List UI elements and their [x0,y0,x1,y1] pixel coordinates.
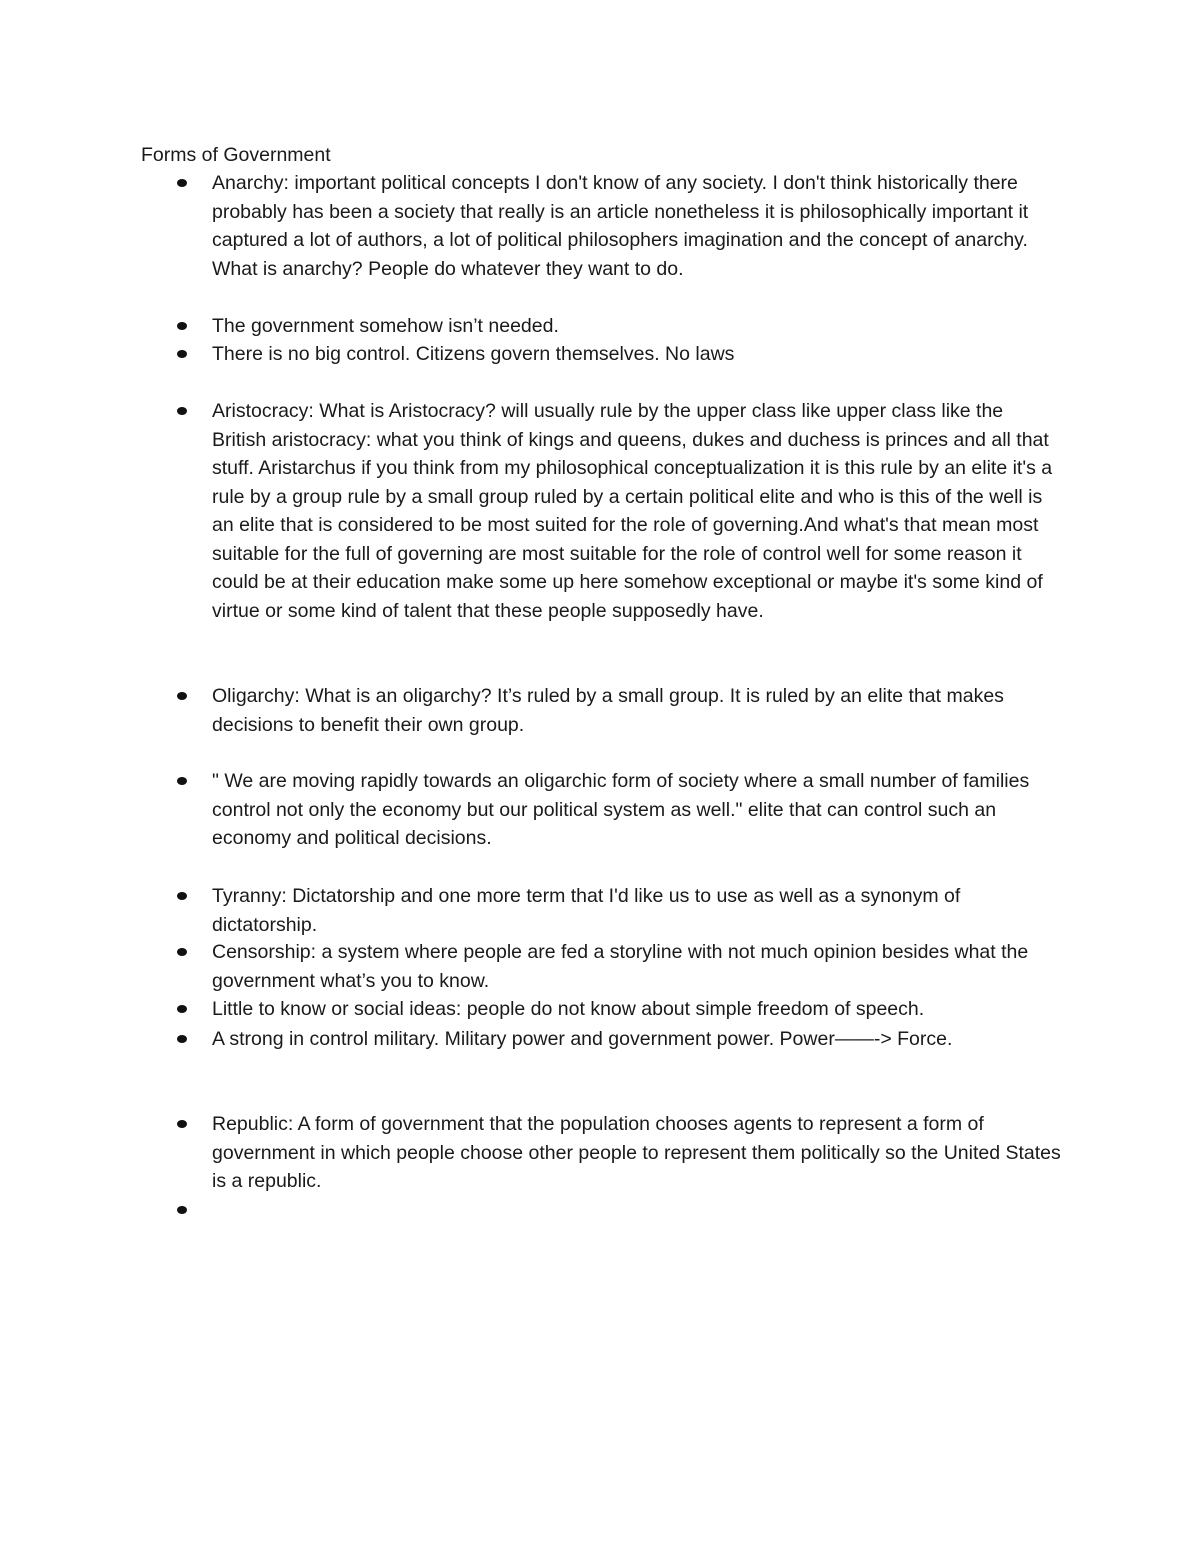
list-item-text: There is no big control. Citizens govern themselves. No laws [212,343,735,365]
bullet-icon [177,407,187,415]
list-item [212,767,1062,853]
bullet-icon [177,948,187,956]
bullet-icon [177,350,187,358]
list-item-text: Anarchy: important political concepts I don't know of any society. I don't think historically there probably has been a society that really is an article nonetheless it is philosophically important it captured a lot of authors, a lot of political philosophers imagination and the concept of anarchy. What is anarchy? People do whatever they want to do. [212,172,1029,280]
list-item-text: Aristocracy: What is Aristocracy? will usually rule by the upper class like upper class like the British aristocracy: what you think of kings and queens, dukes and duchess is princes and all that stuff. Aristarchus if you think from my philosophical conceptualization it is this rule by an elite it's a rule by a group rule by a small group ruled by a certain political elite and who is this of the well is an elite that is considered to be most suited for the role of governing.And what's that mean most suitable for the full of governing are most suitable for the role of control well for some reason it could be at their education make some up here somehow exceptional or maybe it's some kind of virtue or some kind of talent that these people supposedly have. [212,400,1053,622]
list-item [212,682,1062,739]
bullet-icon [177,692,187,700]
list-item-text: " We are moving rapidly towards an oligarchic form of society where a small number of families control not only the economy but our political system as well." elite that can control such an economy and political decisions. [212,770,1030,849]
list-item [212,340,1062,369]
list-item-text: Tyranny: Dictatorship and one more term that I'd like us to use as well as a synonym of dictatorship. [212,885,961,936]
list-item [212,938,1062,995]
bullet-icon [177,1005,187,1013]
bullet-icon [177,1035,187,1043]
bullet-icon [177,179,187,187]
bullet-icon [177,322,187,330]
bullet-icon [177,777,187,785]
list-item [212,397,1062,625]
list-item [212,995,1062,1024]
bullet-icon [177,1206,187,1214]
list-item-text: A strong in control military. Military power and government power. Power——-> Force. [212,1028,953,1050]
list-item [212,169,1062,283]
list-item-text: The government somehow isn’t needed. [212,315,559,337]
list-item-text: Republic: A form of government that the population chooses agents to represent a form of government in which people choose other people to represent them politically so the United States is a republic. [212,1113,1061,1192]
list-item [212,1110,1062,1196]
list-item [212,1025,1062,1054]
list-item [212,882,1062,939]
bullet-icon [177,892,187,900]
list-item-text: Censorship: a system where people are fed a storyline with not much opinion besides what the government what’s you to know. [212,941,1029,992]
list-item [212,312,1062,341]
list-item-text: Oligarchy: What is an oligarchy? It’s ruled by a small group. It is ruled by an elite that makes decisions to benefit their own group. [212,685,1004,736]
document-title: Forms of Government [141,144,331,166]
bullet-icon [177,1120,187,1128]
list-item-text: Little to know or social ideas: people do not know about simple freedom of speech. [212,998,925,1020]
